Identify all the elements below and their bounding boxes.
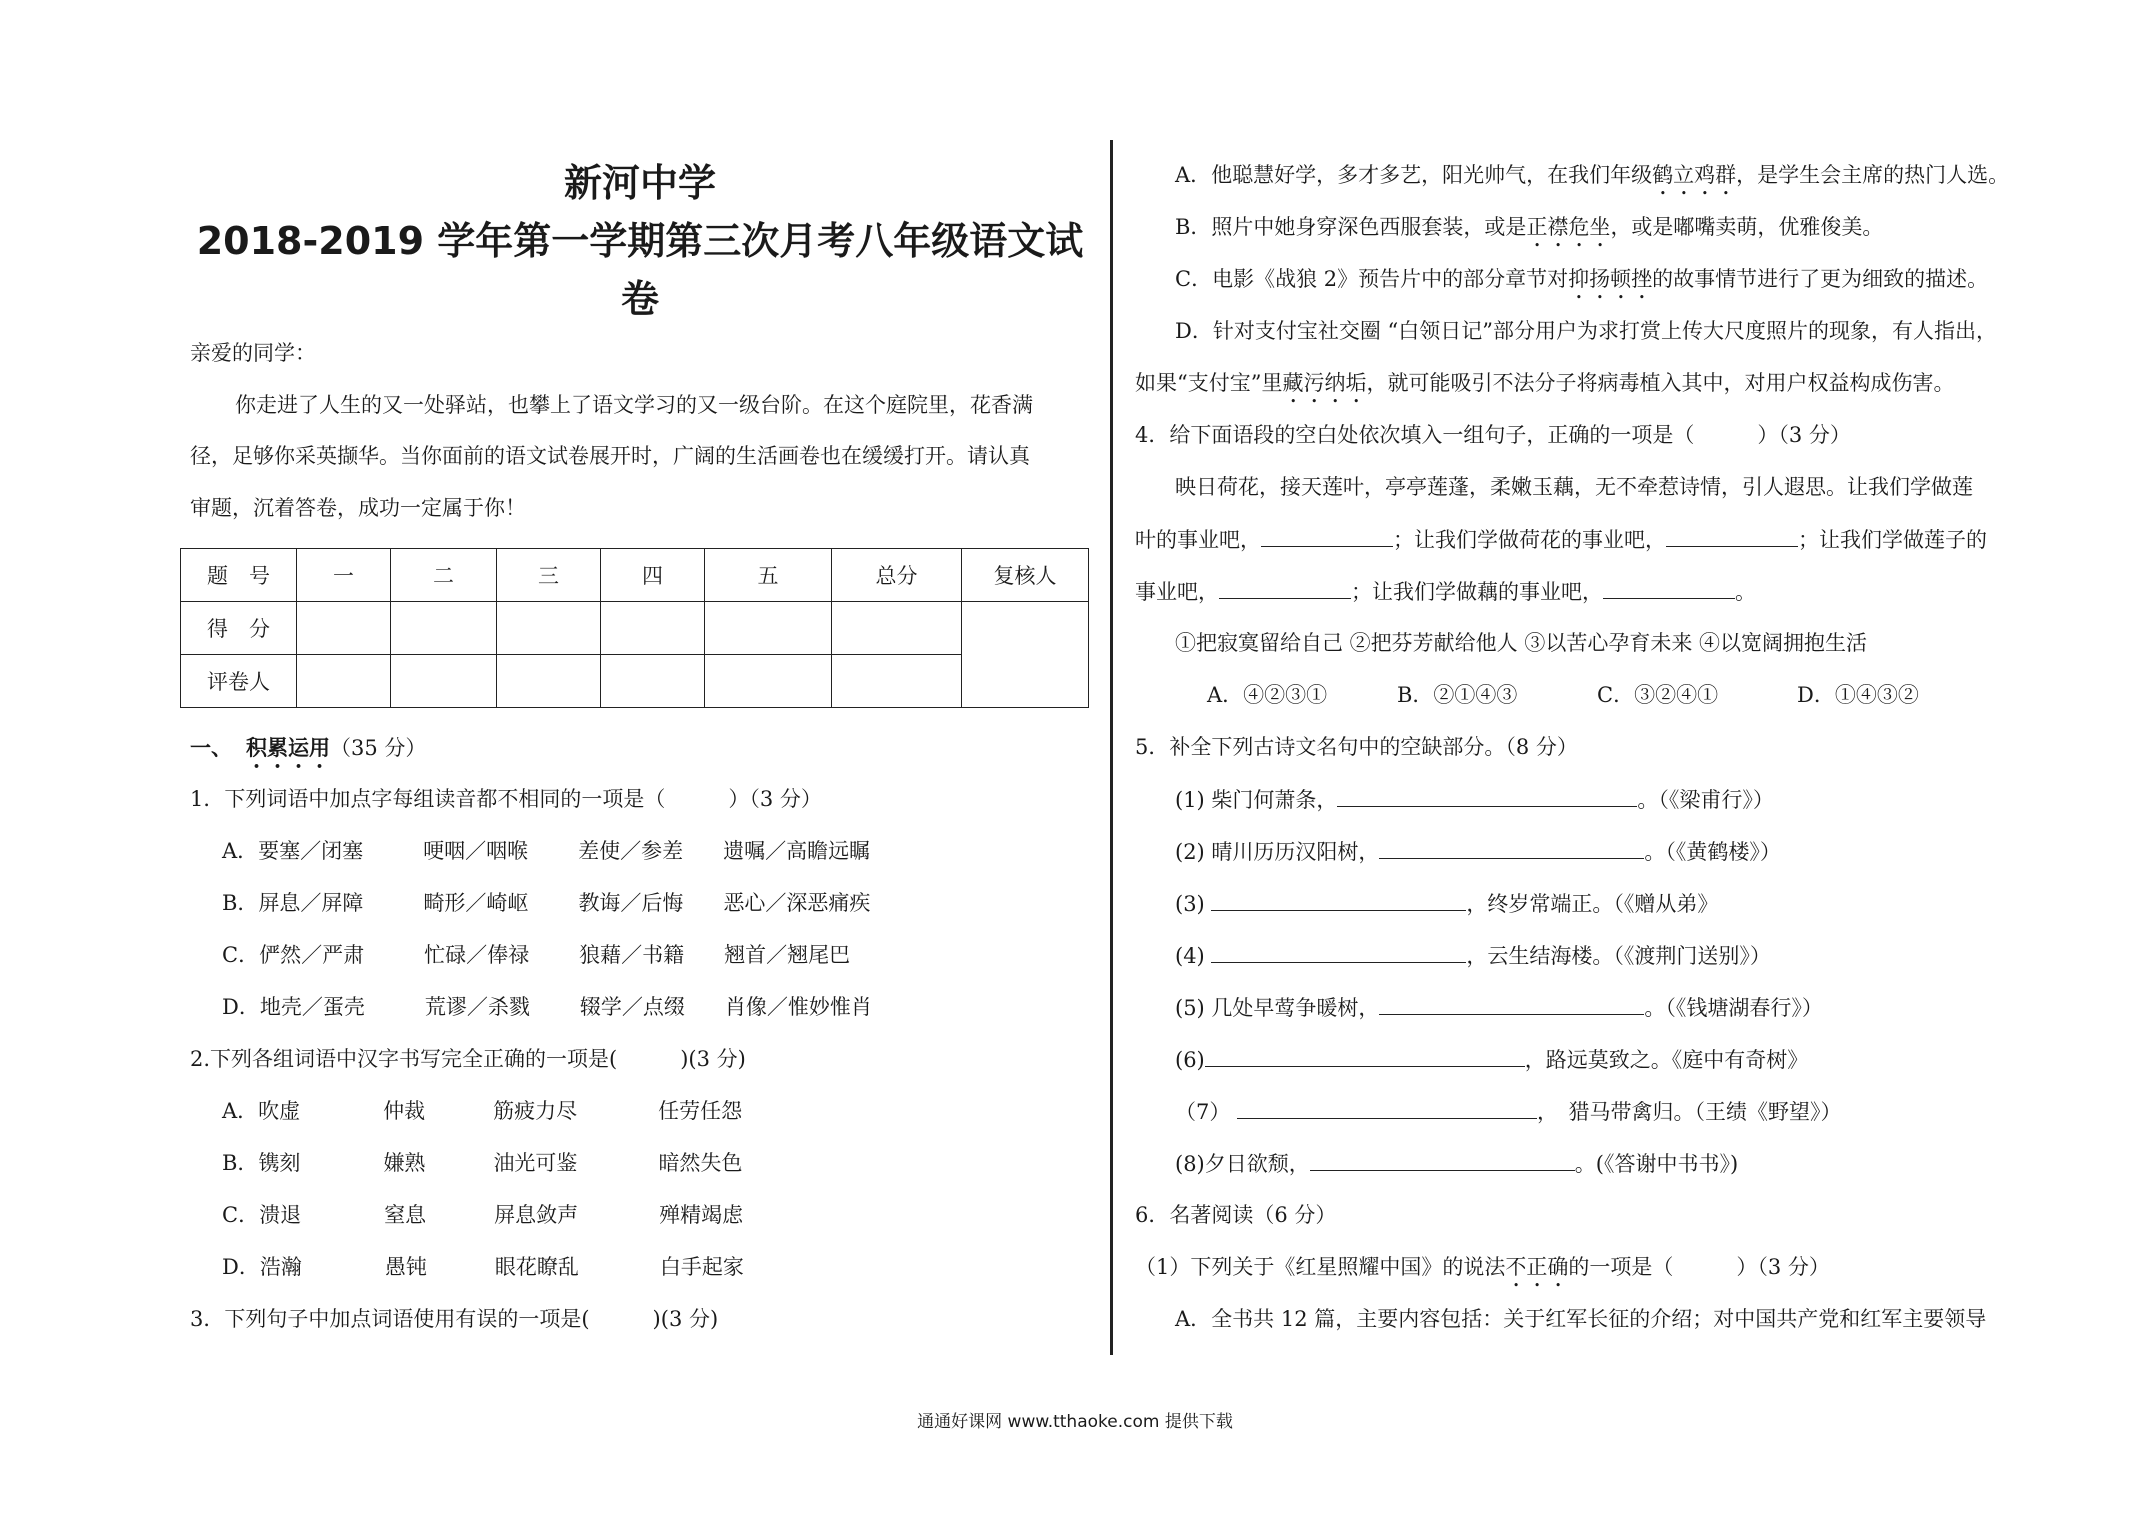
fill-blank[interactable] — [1205, 1044, 1525, 1067]
option-item: 荒谬／杀戮 — [424, 995, 530, 1019]
fill-blank[interactable] — [1211, 940, 1466, 963]
q1-option-d — [222, 992, 872, 1022]
option-item: 要塞／闭塞 — [258, 839, 364, 863]
score-cell[interactable] — [297, 602, 391, 655]
grader-cell[interactable] — [391, 655, 497, 708]
option-item: 愚钝 — [384, 1255, 427, 1279]
fill-blank[interactable] — [1666, 524, 1798, 547]
fill-blank[interactable] — [1237, 1096, 1537, 1119]
emphasized-phrase: 抑扬顿挫 — [1568, 267, 1653, 291]
q4-option-d: D．①④③② — [1797, 683, 1919, 707]
q4-passage-line-3 — [1135, 576, 1756, 607]
reviewer-cell[interactable] — [962, 602, 1089, 708]
option-item: 筋疲力尽 — [493, 1099, 578, 1123]
question-5-stem: 5．补全下列古诗文名句中的空缺部分。（8 分） — [1135, 735, 1578, 759]
score-table-header-row — [181, 549, 1089, 602]
score-cell[interactable] — [601, 602, 705, 655]
exam-school-title: 新河中学 — [563, 161, 716, 205]
q5-item-6 — [1175, 1044, 1808, 1075]
score-header-cell: 四 — [601, 549, 705, 602]
q4-option-a: A．④②③① — [1207, 683, 1328, 707]
option-text: A．他聪慧好学，多才多艺，阳光帅气，在我们年级 — [1175, 163, 1653, 187]
score-table-grader-row — [181, 655, 1089, 708]
q1-option-b — [222, 888, 870, 918]
question-3-stem: 3．下列句子中加点词语使用有误的一项是( )(3 分) — [190, 1307, 719, 1331]
q2-option-d — [222, 1252, 744, 1282]
poem-text: (2) 晴川历历汉阳树， — [1175, 840, 1380, 864]
score-header-cell: 一 — [297, 549, 391, 602]
grader-cell[interactable] — [832, 655, 962, 708]
q4-choices: ①把寂寞留给自己 ②把芬芳献给他人 ③以苦心孕育未来 ④以宽阔拥抱生活 — [1175, 631, 1868, 655]
score-header-cell: 题 号 — [181, 549, 297, 602]
option-text: 的故事情节进行了更为细致的描述。 — [1652, 267, 1989, 291]
score-cell[interactable] — [391, 602, 497, 655]
q3-option-d-line-2 — [1135, 368, 1954, 408]
emphasized-phrase: 鹤立鸡群 — [1652, 163, 1737, 187]
q3-option-c — [1175, 264, 1988, 304]
score-header-cell: 二 — [391, 549, 497, 602]
option-item: 溃退 — [259, 1203, 302, 1227]
emphasized-phrase: 正襟危坐 — [1526, 215, 1611, 239]
poem-source: 。（《梁甫行》） — [1637, 788, 1774, 812]
poem-text: (8)夕日欲颓， — [1175, 1152, 1310, 1176]
q1-option-c — [222, 940, 850, 970]
poem-source: 。(《答谢中书书》) — [1574, 1152, 1739, 1176]
option-item: 屏息敛声 — [494, 1203, 579, 1227]
passage-text: 事业吧， — [1135, 580, 1219, 604]
grader-cell[interactable] — [497, 655, 601, 708]
page-footer: 通通好课网 www.tthaoke.com 提供下载 — [917, 1412, 1233, 1432]
emphasized-phrase: 藏污纳垢 — [1282, 371, 1367, 395]
emphasized-phrase: 不正确 — [1505, 1255, 1569, 1279]
option-item: 窒息 — [384, 1203, 427, 1227]
option-item: 畸形／崎岖 — [423, 891, 529, 915]
option-item: 浩瀚 — [259, 1255, 302, 1279]
option-item: 辍学／点缀 — [579, 995, 685, 1019]
q3-option-a — [1175, 160, 2009, 200]
option-item: 狼藉／书籍 — [579, 943, 685, 967]
option-item: 嫌熟 — [383, 1151, 426, 1175]
q4-passage-line-1: 映日荷花，接天莲叶，亭亭莲蓬，柔嫩玉藕，无不牵惹诗情，引人遐思。让我们学做莲 — [1175, 475, 1973, 499]
greeting: 亲爱的同学： — [190, 341, 316, 365]
poem-source: ， 猎马带禽归。（王绩《野望》） — [1537, 1100, 1842, 1124]
q2-option-c — [222, 1200, 743, 1230]
option-label: C． — [222, 943, 260, 967]
option-text: B．照片中她身穿深色西服套装，或是 — [1175, 215, 1527, 239]
q2-option-b — [222, 1148, 742, 1178]
q5-item-4 — [1175, 940, 1771, 971]
q5-item-5 — [1175, 992, 1823, 1023]
option-label: C． — [222, 1203, 260, 1227]
option-item: 镌刻 — [258, 1151, 301, 1175]
score-header-cell: 总分 — [832, 549, 962, 602]
option-item: 仲裁 — [383, 1099, 426, 1123]
passage-text: 叶的事业吧， — [1135, 528, 1261, 552]
fill-blank[interactable] — [1211, 888, 1466, 911]
score-cell[interactable] — [832, 602, 962, 655]
fill-blank[interactable] — [1219, 576, 1351, 599]
option-item: 肖像／惟妙惟肖 — [724, 995, 872, 1019]
option-text: 如果“支付宝”里 — [1135, 371, 1283, 395]
option-item: 屏息／屏障 — [258, 891, 364, 915]
poem-source: 。（《钱塘湖春行》） — [1644, 996, 1823, 1020]
poem-text: (5) 几处早莺争暖树， — [1175, 996, 1380, 1020]
intro-line-3: 审题，沉着答卷，成功一定属于你！ — [190, 496, 526, 520]
poem-text: (4) — [1175, 944, 1212, 968]
grader-cell[interactable] — [297, 655, 391, 708]
fill-blank[interactable] — [1261, 524, 1393, 547]
exam-title-line-end: 卷 — [620, 277, 659, 321]
option-label: D． — [222, 1255, 260, 1279]
option-item: 教诲／后悔 — [578, 891, 684, 915]
passage-text: 。 — [1735, 580, 1756, 604]
exam-title-line: 2018-2019 学年第一学期第三次月考八年级语文试 — [196, 219, 1084, 263]
fill-blank[interactable] — [1337, 784, 1637, 807]
q6-option-a: A．全书共 12 篇，主要内容包括：关于红军长征的介绍；对中国共产党和红军主要领导 — [1175, 1307, 1987, 1331]
option-item: 翘首／翘尾巴 — [724, 943, 851, 967]
poem-text: (3) — [1175, 892, 1212, 916]
q4-option-b: B．②①④③ — [1397, 683, 1518, 707]
poem-text: （7） — [1175, 1100, 1238, 1124]
question-text: （1）下列关于《红星照耀中国》的说法 — [1135, 1255, 1506, 1279]
question-1-stem: 1．下列词语中加点字每组读音都不相同的一项是（ ）（3 分） — [190, 787, 822, 811]
section-1-number: 一、 — [190, 735, 232, 760]
fill-blank[interactable] — [1379, 836, 1644, 859]
option-item: 恶心／深恶痛疾 — [723, 891, 871, 915]
fill-blank[interactable] — [1379, 992, 1644, 1015]
option-item: 任劳任怨 — [658, 1099, 743, 1123]
option-item: 吹虚 — [258, 1099, 301, 1123]
option-label: A． — [222, 839, 259, 863]
q5-item-7 — [1175, 1096, 1842, 1127]
poem-source: 。（《黄鹤楼》） — [1644, 840, 1781, 864]
grader-row-label: 评卷人 — [181, 655, 297, 708]
poem-source: ，云生结海楼。（《渡荆门送别》） — [1466, 944, 1771, 968]
option-item: 眼花瞭乱 — [494, 1255, 579, 1279]
section-1-title: 积累运用 — [246, 735, 330, 760]
option-text: C．电影《战狼 2》预告片中的部分章节对 — [1175, 267, 1569, 291]
option-text: ，就可能吸引不法分子将病毒植入其中，对用户权益构成伤害。 — [1366, 371, 1955, 395]
intro-line-1: 你走进了人生的又一处驿站，也攀上了语文学习的又一级台阶。在这个庭院里，花香满 — [235, 393, 1033, 417]
section-1-heading — [190, 733, 426, 773]
q5-item-3 — [1175, 888, 1718, 919]
score-header-cell: 三 — [497, 549, 601, 602]
option-item: 遗嘱／高瞻远瞩 — [723, 839, 871, 863]
fill-blank[interactable] — [1603, 576, 1735, 599]
q2-option-a — [222, 1096, 742, 1126]
score-table-score-row — [181, 602, 1089, 655]
q4-option-c: C．③②④① — [1597, 683, 1719, 707]
score-cell[interactable] — [497, 602, 601, 655]
q6-sub-1-stem — [1135, 1252, 1830, 1292]
score-header-cell: 五 — [705, 549, 832, 602]
score-table — [180, 548, 1089, 708]
intro-line-2: 径，足够你采英撷华。当你面前的语文试卷展开时，广阔的生活画卷也在缓缓打开。请认真 — [190, 444, 1030, 468]
score-row-label: 得 分 — [181, 602, 297, 655]
section-1-points: （35 分） — [330, 736, 427, 760]
passage-text: ；让我们学做荷花的事业吧， — [1393, 528, 1666, 552]
option-item: 白手起家 — [659, 1255, 744, 1279]
question-text: 的一项是（ ）（3 分） — [1568, 1255, 1830, 1279]
option-label: B． — [222, 891, 259, 915]
option-item: 俨然／严肃 — [259, 943, 365, 967]
poem-source: ，路远莫致之。《庭中有奇树》 — [1524, 1048, 1809, 1072]
option-item: 油光可鉴 — [493, 1151, 578, 1175]
passage-text: ；让我们学做藕的事业吧， — [1351, 580, 1603, 604]
option-label: B． — [222, 1151, 259, 1175]
column-divider — [1110, 140, 1113, 1355]
q3-option-d-line-1: D．针对支付宝社交圈 “白领日记”部分用户为求打赏上传大尺度照片的现象，有人指出， — [1175, 319, 1997, 343]
score-cell[interactable] — [705, 602, 832, 655]
passage-text: ；让我们学做莲子的 — [1798, 528, 1987, 552]
option-item: 地壳／蛋壳 — [259, 995, 365, 1019]
option-label: A． — [222, 1099, 259, 1123]
poem-text: (1) 柴门何萧条， — [1175, 788, 1338, 812]
question-6-stem: 6．名著阅读（6 分） — [1135, 1203, 1337, 1227]
q3-option-b — [1175, 212, 1883, 252]
option-item: 殚精竭虑 — [659, 1203, 744, 1227]
q4-passage-line-2 — [1135, 524, 1987, 555]
q5-item-8 — [1175, 1148, 1738, 1179]
score-header-cell: 复核人 — [962, 549, 1089, 602]
q1-option-a — [222, 836, 870, 866]
question-4-stem: 4．给下面语段的空白处依次填入一组句子，正确的一项是（ ）（3 分） — [1135, 423, 1851, 447]
q4-options — [1207, 680, 1919, 710]
poem-text: (6) — [1175, 1048, 1205, 1072]
option-item: 暗然失色 — [658, 1151, 743, 1175]
grader-cell[interactable] — [705, 655, 832, 708]
poem-source: ，终岁常端正。（《赠从弟》 — [1466, 892, 1719, 916]
option-item: 忙碌／俸禄 — [424, 943, 530, 967]
question-2-stem: 2.下列各组词语中汉字书写完全正确的一项是( )(3 分) — [190, 1047, 746, 1071]
q5-item-2 — [1175, 836, 1781, 867]
grader-cell[interactable] — [601, 655, 705, 708]
option-item: 哽咽／咽喉 — [423, 839, 529, 863]
option-text: ，或是嘟嘴卖萌，优雅俊美。 — [1610, 215, 1884, 239]
q5-item-1 — [1175, 784, 1774, 815]
option-item: 差使／参差 — [578, 839, 684, 863]
option-label: D． — [222, 995, 260, 1019]
option-text: ，是学生会主席的热门人选。 — [1736, 163, 2010, 187]
fill-blank[interactable] — [1310, 1148, 1575, 1171]
